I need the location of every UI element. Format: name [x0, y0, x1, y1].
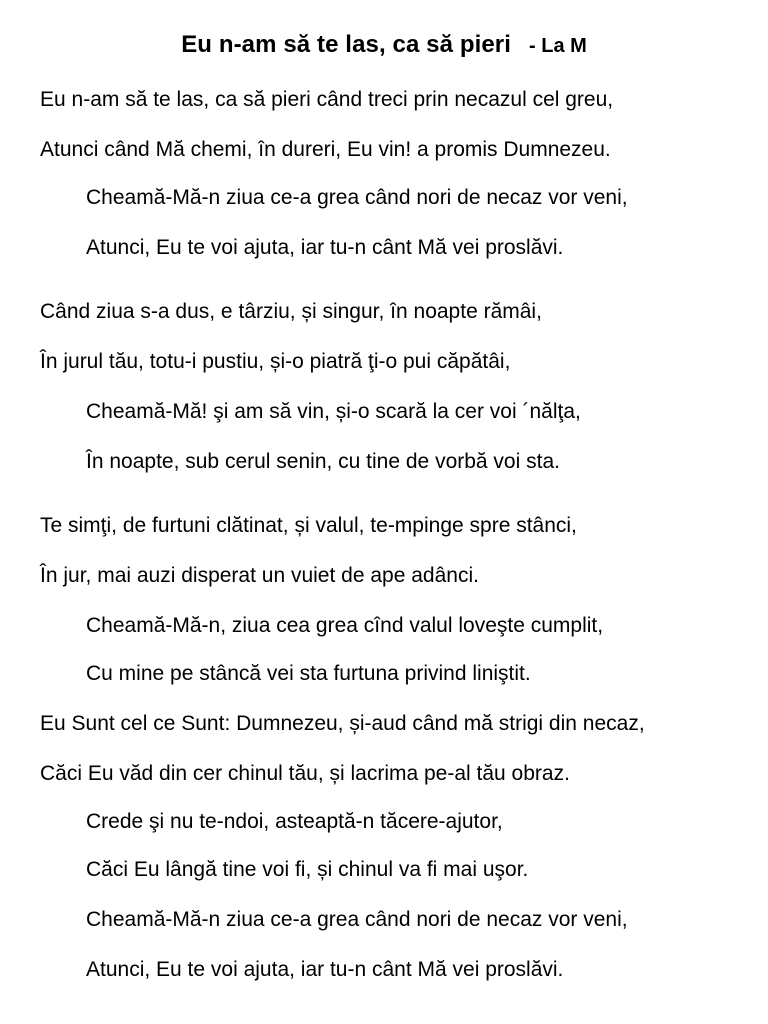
poem-line: În jurul tău, totu-i pustiu, și-o piatră ţi-o pui căpătâi,	[40, 350, 511, 373]
poem-line-indented: Căci Eu lângă tine voi fi, și chinul va fi mai uşor.	[86, 858, 529, 881]
poem-line-indented: Crede şi nu te-ndoi, asteaptă-n tăcere-ajutor,	[86, 810, 503, 833]
poem-line-indented: Atunci, Eu te voi ajuta, iar tu-n cânt Mă vei proslăvi.	[86, 236, 564, 259]
poem-line: Eu Sunt cel ce Sunt: Dumnezeu, și-aud când mă strigi din necaz,	[40, 712, 645, 735]
poem-author: - La M	[529, 35, 587, 57]
poem-line-indented: Cu mine pe stâncă vei sta furtuna privind liniştit.	[86, 662, 531, 685]
poem-line-indented: Cheamă-Mă-n, ziua cea grea cînd valul loveşte cumplit,	[86, 614, 604, 637]
poem-line-indented: Cheamă-Mă-n ziua ce-a grea când nori de necaz vor veni,	[86, 186, 628, 209]
poem-line: Eu n-am să te las, ca să pieri când treci prin necazul cel greu,	[40, 88, 614, 111]
poem-line: Atunci când Mă chemi, în dureri, Eu vin! a promis Dumnezeu.	[40, 138, 611, 161]
poem-line: Când ziua s-a dus, e târziu, și singur, în noapte rămâi,	[40, 300, 542, 323]
poem-line-indented: Cheamă-Mă! şi am să vin, și-o scară la cer voi ´nălţa,	[86, 400, 581, 423]
poem-line: În jur, mai auzi disperat un vuiet de ape adânci.	[40, 564, 479, 587]
poem-line-indented: În noapte, sub cerul senin, cu tine de vorbă voi sta.	[86, 450, 560, 473]
poem-line-indented: Atunci, Eu te voi ajuta, iar tu-n cânt Mă vei proslăvi.	[86, 958, 564, 981]
poem-line: Te simţi, de furtuni clătinat, și valul, te-mpinge spre stânci,	[40, 514, 577, 537]
poem-line-indented: Cheamă-Mă-n ziua ce-a grea când nori de necaz vor veni,	[86, 908, 628, 931]
poem-title-text: Eu n-am să te las, ca să pieri	[181, 31, 512, 58]
poem-title	[0, 28, 768, 63]
poem-line: Căci Eu văd din cer chinul tău, și lacrima pe-al tău obraz.	[40, 762, 570, 785]
